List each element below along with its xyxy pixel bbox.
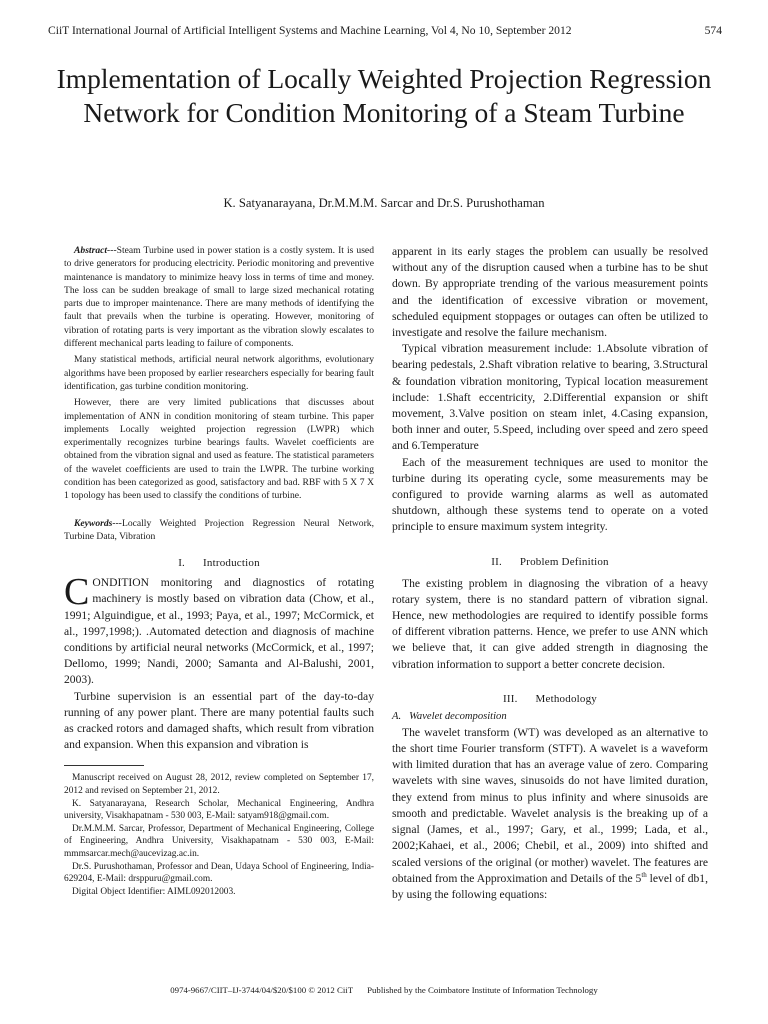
footnote-manuscript: Manuscript received on August 28, 2012, review completed on September 17, 2012 and revised on September 21, 2012. <box>64 773 374 797</box>
running-header <box>48 24 722 37</box>
section-number: I. <box>178 557 186 570</box>
footer-copyright: 0974-9667/CIIT–IJ-3744/04/$20/$100 © 2012 CiiT <box>170 985 354 995</box>
right-paragraph-2: Typical vibration measurement include: 1.Absolute vibration of bearing pedestals, 2.Shaft vibration relative to bearing, 3.Structural & foundation vibration monitoring, Typical location measurement include: 1.Shaft eccentricity, 2.Differential expansion or shift movement, 3.Valve position on steam inlet, 4.Casing expansion, both inner and outer, 5.Speed, including over speed and zero speed and 6.Temperature <box>392 342 708 453</box>
author-list: K. Satyanarayana, Dr.M.M.M. Sarcar and Dr.S. Purushothaman <box>223 196 545 210</box>
footnotes <box>64 772 374 898</box>
introduction-body <box>64 571 374 753</box>
methodology-body <box>392 725 708 903</box>
abstract-paragraph-2: Many statistical methods, artificial neural network algorithms, evolutionary algorithms have been proposed by earlier researchers especially for bearing fault identification, gas turbine condition monitoring. <box>64 354 374 392</box>
intro-paragraph-2: Turbine supervision is an essential part of the day-to-day running of any power plant. There are many potential faults such as cracked rotors and damaged shafts, which result from vibration and expansion. When this expansion and vibration is <box>64 689 374 752</box>
footnote-author-1: K. Satyanarayana, Research Scholar, Mechanical Engineering, Andhra university, Visakhapatnam - 530 003, E-Mail: satyam918@gmail.com. <box>64 798 374 822</box>
section-title: Problem Definition <box>519 555 609 568</box>
journal-citation: CiiT International Journal of Artificial Intelligent Systems and Machine Learning, Vol 4, No 10, September 2012 <box>48 24 572 37</box>
keywords-label: Keywords--- <box>74 517 122 529</box>
subsection-heading-wavelet <box>392 711 708 722</box>
abstract <box>64 244 374 503</box>
page-footer <box>0 985 768 995</box>
problem-paragraph-1: The existing problem in diagnosing the vibration of a heavy rotary system, there is no standard pattern of vibration signal. Hence, new methodologies are required to identify possible forms of different vibration patterns. Hence, we prefer to use ANN which we believe that, it can give added strength in diagnosing the vibration information to support a better concrete decision. <box>392 576 708 671</box>
subsection-label: A. <box>392 710 402 722</box>
methodology-paragraph-1: The wavelet transform (WT) was developed as an alternative to the short time Fourier transform (STFT). A wavelet is a waveform with limited duration that has an average value of zero. Comparing wavelets with sine waves, sinusoids do not have limited duration, they extend from minus to plus infinity and where sinusoids are smooth and predictable. Wavelet analysis is the breaking up of a signal (James, et al., 1997; Gary, et al., 1999; Lada, et al., 2002;Kahaei, et al., 2006; Chebil, et al., 2009) into shifted and scaled versions of the original (or mother) wavelet. The features are obtained from the Approximation and Details of the 5 <box>392 725 708 885</box>
section-number: III. <box>502 692 518 705</box>
left-column <box>64 244 374 898</box>
right-paragraph-1: apparent in its early stages the problem can usually be resolved without any of the disruption caused when a turbine has to be shut down. By appropriate trending of the various measurement points and the identification of excessive vibration or movement, scheduled equipment stoppages or outages can often be utilized to investigate and resolve the failure mechanism. <box>392 245 708 340</box>
footnote-author-3: Dr.S. Purushothaman, Professor and Dean, Udaya School of Engineering, India-629204, E-Mail: drsppuru@gmail.com. <box>64 861 374 885</box>
right-column <box>392 244 708 903</box>
section-heading-problem <box>392 556 708 568</box>
intro-paragraph-1: ONDITION monitoring and diagnostics of rotating machinery is mostly based on vibration data (Chow, et al., 1991; Alguindigue, et al., 1993; Paya, et al., 1997; McCormick, et al., 1997,1998;). .Automated detection and diagnosis of machine conditions by artificial neural networks (McCormick, et al., 1997; Dellomo, 1999; Nandi, 2000; Samanta and Al-Balushi, 2001, 2003). <box>64 576 374 687</box>
problem-body <box>392 576 708 673</box>
keywords-text: Locally Weighted Projection Regression Neural Network, Turbine Data, Vibration <box>64 517 374 542</box>
subsection-title: Wavelet decomposition <box>409 710 507 722</box>
page-number: 574 <box>704 24 722 37</box>
footnote-author-2: Dr.M.M.M. Sarcar, Professor, Department of Mechanical Engineering, College of Engineering, Andhra University, Visakhapatnam - 530 003, E-Mail: mmmsarcar.mech@aucevizag.ac.in. <box>64 823 374 860</box>
footnote-doi: Digital Object Identifier: AIML092012003. <box>72 886 236 897</box>
abstract-paragraph-1: Steam Turbine used in power station is a costly system. It is used to drive generators for producing electricity. Periodic monitoring and preventive maintenance is mandatory to minimize heavy loss in terms of time and money. The loss can be sudden breakage of small to large sized mechanical rotating parts due to improper maintenance. There are many methods of identifying the fault that prevails when the turbine is operating. However, monitoring of vibration of rotating parts is very important as the vibration slowly escalates to different mechanical parts leading to failure of components. <box>64 245 374 350</box>
keywords <box>64 517 374 544</box>
right-paragraph-3: Each of the measurement techniques are used to monitor the turbine during its operating cycle, some measurements may be configured to provide warning alarms as well as automated shutdown, although these systems tend to operate on a voted principle to ensure maximum system integrity. <box>392 455 708 534</box>
drop-cap: C <box>64 571 90 614</box>
section-heading-introduction <box>64 557 374 569</box>
methodology-paragraph-1-end: level of db1, by using the following equations: <box>392 871 708 901</box>
section-title: Introduction <box>203 557 260 570</box>
footnote-divider <box>64 765 144 766</box>
section-title: Methodology <box>535 692 598 705</box>
section-number: II. <box>491 555 502 568</box>
abstract-label: Abstract--- <box>74 245 117 256</box>
paper-title: Implementation of Locally Weighted Projection Regression Network for Condition Monitoring of a Steam Turbine <box>56 63 712 128</box>
abstract-paragraph-3: However, there are very limited publications that discusses about implementation of ANN in condition monitoring of steam turbine. This paper implements Locally weighted projection regression (LWPR) which experimentally recognizes turbine bearings faults. Wavelet coefficients are obtained from the vibration signal and used as feature. The statistical parameters of the wavelet coefficients are used to train the LWPR. The turbine working condition has been categorized as good, satisfactory and bad. RBF with 5 X 7 X 1 topology has been used to classify the conditions of turbine. <box>64 397 374 502</box>
section-heading-methodology <box>392 693 708 705</box>
intro-continued <box>392 244 708 536</box>
superscript-th: th <box>641 870 647 879</box>
footer-publisher: Published by the Coimbatore Institute of Information Technology <box>367 985 598 995</box>
